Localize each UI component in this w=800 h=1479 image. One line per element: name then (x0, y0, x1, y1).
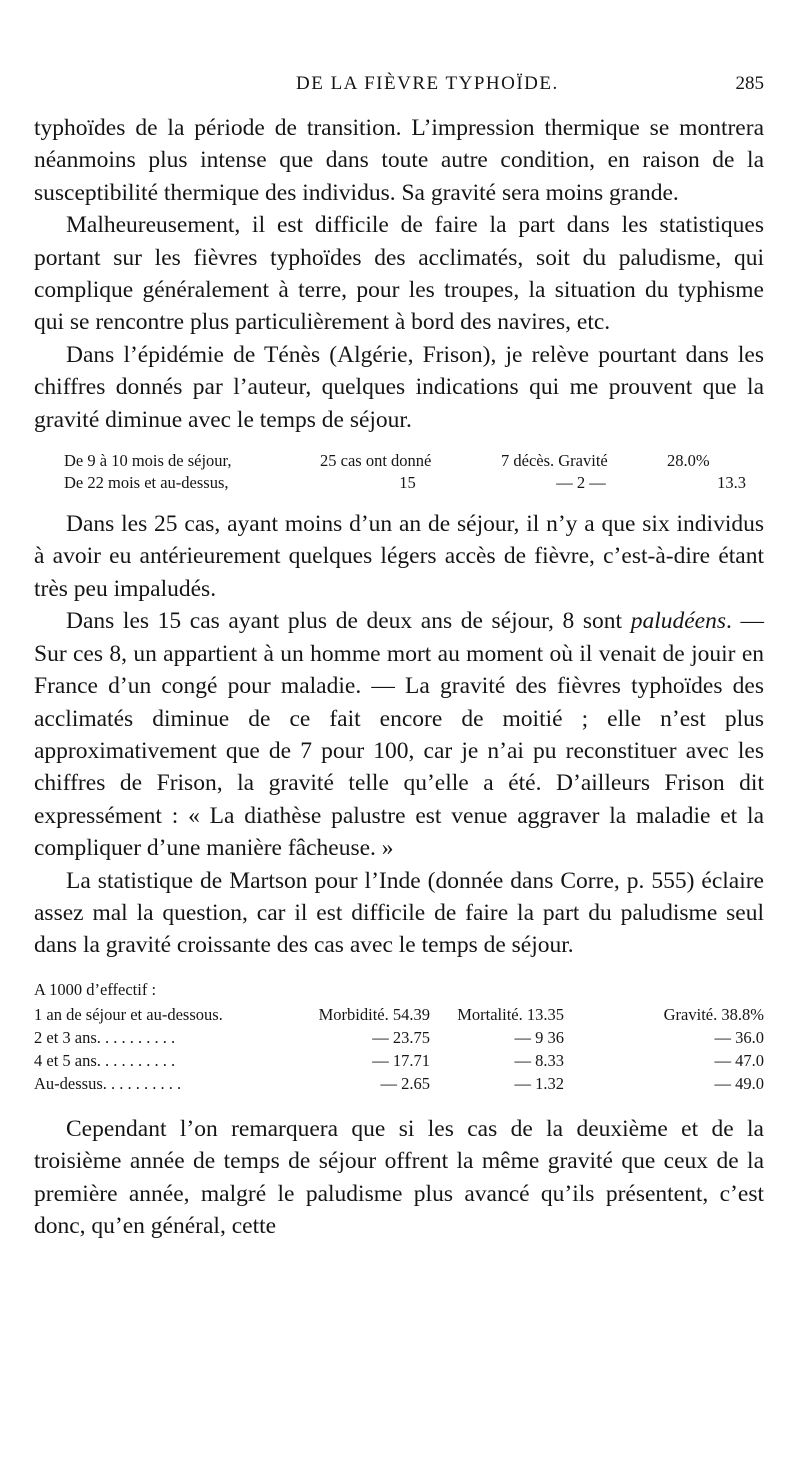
row-label: 1 an de séjour et au-dessous. (34, 1004, 223, 1024)
stats-period: De 22 mois et au-dessus, (64, 473, 229, 493)
stats-gravity: 13.3 (717, 473, 746, 493)
paragraph-7: Cependant l’on remarquera que si les cas de la deuxième et de la troisième année de temps de séjour offrent la même gravité que ceux de la première année, malgré le paludisme plus avancé qu’ils présentent, c’est donc, qu’en général, cette (34, 1115, 764, 1239)
paragraph-6: La statistique de Martson pour l’Inde (donnée dans Corre, p. 555) éclaire assez mal la question, car il est difficile de faire la part du paludisme seul dans la gravité croissante des cas avec le temps de séjour. (34, 867, 764, 959)
table-row (34, 1003, 764, 1026)
table-row (34, 1026, 764, 1049)
row-mortality: — 8.33 (514, 1050, 564, 1070)
page-header (34, 0, 764, 112)
table-row (34, 1072, 764, 1095)
stats-deaths: 7 décès. Gravité (501, 451, 608, 471)
row-morbidity: — 17.71 (372, 1050, 430, 1070)
row-label: 2 et 3 ans. . . . . . . . . . (34, 1027, 176, 1047)
row-mortality: Mortalité. 13.35 (457, 1004, 564, 1024)
row-gravity: — 47.0 (714, 1050, 764, 1070)
paragraph-1: typhoïdes de la période de transition. L’impression thermique se montrera néanmoins plus intense que dans toute autre condition, en raison de la susceptibilité thermique des individus. Sa gravité sera moins grande. (34, 115, 764, 206)
table-caption: A 1000 d’effectif : (34, 979, 157, 999)
stats-cases: 15 (399, 473, 416, 493)
row-gravity: Gravité. 38.8% (663, 1004, 764, 1024)
stats-gravity: 28.0% (667, 451, 710, 471)
martson-table (34, 978, 764, 1095)
page-number: 285 (735, 73, 764, 94)
running-title: DE LA FIÈVRE TYPHOÏDE. (296, 73, 559, 94)
row-mortality: — 1.32 (514, 1073, 564, 1093)
paragraph-5 (34, 605, 764, 864)
row-morbidity: — 23.75 (372, 1027, 430, 1047)
row-morbidity: — 2.65 (380, 1073, 430, 1093)
stats-period: De 9 à 10 mois de séjour, (64, 451, 232, 471)
tenes-stats (64, 450, 764, 494)
paragraph-5-italic: paludéens (630, 608, 726, 635)
stats-deaths: — 2 — (556, 473, 606, 493)
row-label: Au-dessus. . . . . . . . . . (34, 1073, 182, 1093)
row-gravity: — 36.0 (714, 1027, 764, 1047)
row-mortality: — 9 36 (514, 1027, 564, 1047)
row-gravity: — 49.0 (714, 1073, 764, 1093)
paragraph-5-start: Dans les 15 cas ayant plus de deux ans de séjour, 8 sont (66, 608, 631, 635)
row-morbidity: Morbidité. 54.39 (318, 1004, 430, 1024)
paragraph-3: Dans l’épidémie de Ténès (Algérie, Frison), je relève pourtant dans les chiffres donnés par l’auteur, quelques indications qui me prouvent que la gravité diminue avec le temps de séjour. (34, 341, 764, 433)
stats-cases: 25 cas ont donné (320, 451, 432, 471)
table-row (34, 1049, 764, 1072)
row-label: 4 et 5 ans. . . . . . . . . . (34, 1050, 176, 1070)
paragraph-2: Malheureusement, il est difficile de faire la part dans les statistiques portant sur les fièvres typhoïdes des acclimatés, soit du paludisme, qui complique généralement à terre, pour les troupes, la situation du typhisme qui se rencontre plus particulièrement à bord des navires, etc. (34, 212, 764, 336)
paragraph-5-rest: . — Sur ces 8, un appartient à un homme mort au moment où il venait de jouir en France d’un congé pour maladie. — La gravité des fièvres typhoïdes des acclimatés diminue de ce fait encore de moitié ; elle n’est plus approximativement que de 7 pour 100, car je n’ai pu reconstituer avec les chiffres de Frison, la gravité telle qu’elle a été. D’ailleurs Frison dit expressément : « La diathèse palustre est venue aggraver la maladie et la compliquer d’une manière fâcheuse. » (34, 608, 764, 862)
paragraph-4: Dans les 25 cas, ayant moins d’un an de séjour, il n’y a que six individus à avoir eu antérieurement quelques légers accès de fièvre, c’est-à-dire étant très peu impaludés. (34, 511, 764, 602)
